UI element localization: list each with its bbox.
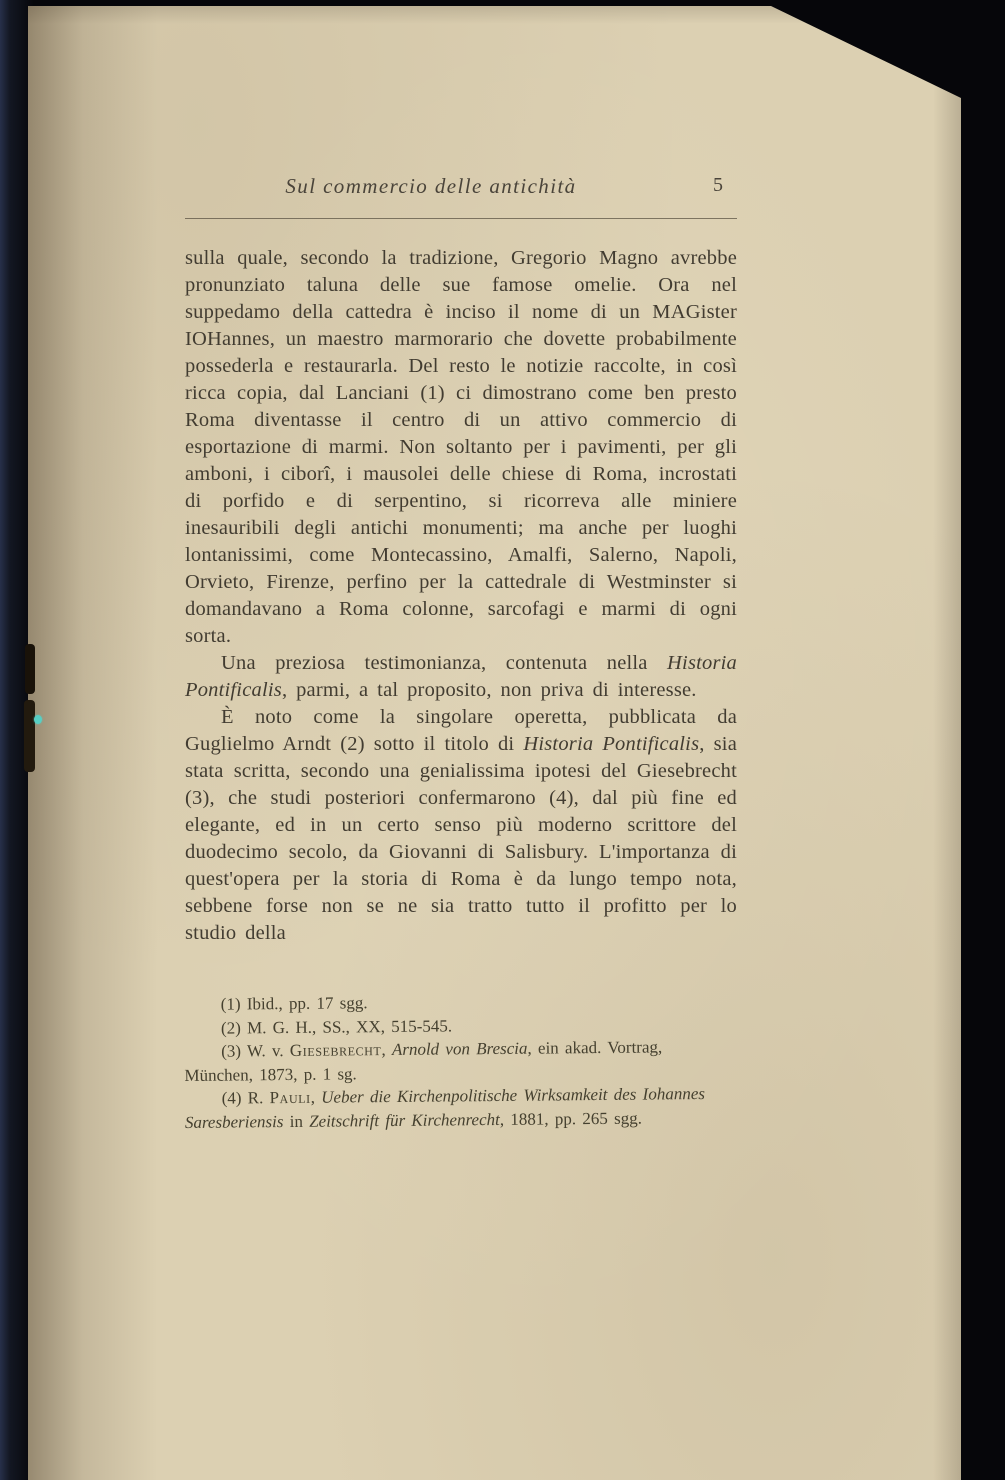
text-run: Pauli xyxy=(269,1087,311,1108)
text-run: , ein akad. Vortrag, München, 1873, p. 1 sg. xyxy=(184,1037,663,1085)
text-run: , sia stata scritta, secondo una genialissima ipotesi del Giesebrecht (3), che studi posteriori confermarono (4), dal più fine ed elegante, ed in un certo senso più moderno scrittore del duodecimo secolo, da Giovanni di Salisbury. L'importanza di quest'opera per la storia di Roma è da lungo tempo nota, sebbene forse non se ne sia tratto tutto il profitto per lo studio della xyxy=(185,733,737,944)
thread-accent xyxy=(34,715,42,724)
running-title: Sul commercio delle antichità xyxy=(285,174,577,198)
paragraph xyxy=(185,704,737,947)
text-run: Historia Pontificalis xyxy=(523,733,700,755)
text-run: Ueber die Kirchenpolitische Wirksamkeit des Iohannes Saresberiensis xyxy=(184,1084,706,1132)
text-run: Giesebrecht xyxy=(289,1040,382,1060)
page-corner-shadow xyxy=(771,6,961,98)
text-run: in xyxy=(283,1111,310,1131)
text-run: (1) Ibid., pp. 17 sgg. xyxy=(220,993,368,1014)
text-run: Una preziosa testimonianza, contenuta nella xyxy=(221,652,668,674)
header-rule xyxy=(185,218,737,219)
text-run: (2) M. G. H., SS., XX, 515-545. xyxy=(220,1015,453,1038)
paragraph xyxy=(185,650,737,704)
text-column xyxy=(185,174,737,1134)
text-run: Historia Pontificalis xyxy=(185,652,737,701)
text-run: sulla quale, secondo la tradizione, Gregorio Magno avrebbe pronunziato taluna delle sue famose omelie. Ora nel suppedamo della cattedra è inciso il nome di un MAGister IOHannes, un maestro marmorario che dovette probabilmente possederla e restaurarla. Del resto le notizie raccolte, in così ricca copia, dal Lanciani (1) ci dimostrano come ben presto Roma diventasse il centro di un attivo commercio di esportazione di marmi. Non soltanto per i pavimenti, per gli amboni, i ciborî, i mausolei delle chiese di Roma, incrostati di porfido e di serpentino, si ricorreva alle miniere inesauribili degli antichi monumenti; ma anche per luoghi lontanissimi, come Montecassino, Amalfi, Salerno, Napoli, Orvieto, Firenze, perfino per la cattedrale di Westminster si domandavano a Roma colonne, sarcofagi e marmi di ogni sorta. xyxy=(185,247,737,647)
binding-stitch xyxy=(24,700,35,772)
footnotes xyxy=(184,988,737,1134)
paragraph xyxy=(185,245,737,650)
binding-stitch xyxy=(25,644,35,694)
text-run: È noto come la singolare operetta, pubblicata da Guglielmo Arndt (2) sotto il titolo di xyxy=(185,706,737,755)
text-run: (3) W. v. xyxy=(221,1040,290,1061)
text-run: Zeitschrift für Kirchenrecht xyxy=(309,1109,500,1131)
text-run: Arnold von Brescia xyxy=(391,1038,528,1060)
text-run: (4) R. xyxy=(221,1088,270,1108)
book-page xyxy=(28,6,961,1480)
page-header xyxy=(185,174,737,208)
footnote xyxy=(184,1035,736,1087)
text-run: , xyxy=(381,1040,392,1060)
footnote xyxy=(185,1082,737,1134)
text-run: , parmi, a tal proposito, non priva di interesse. xyxy=(281,679,697,701)
text-run: , xyxy=(310,1087,322,1107)
page-number: 5 xyxy=(713,174,723,196)
text-run: , 1881, pp. 265 sgg. xyxy=(499,1108,643,1129)
body-text xyxy=(185,245,737,947)
